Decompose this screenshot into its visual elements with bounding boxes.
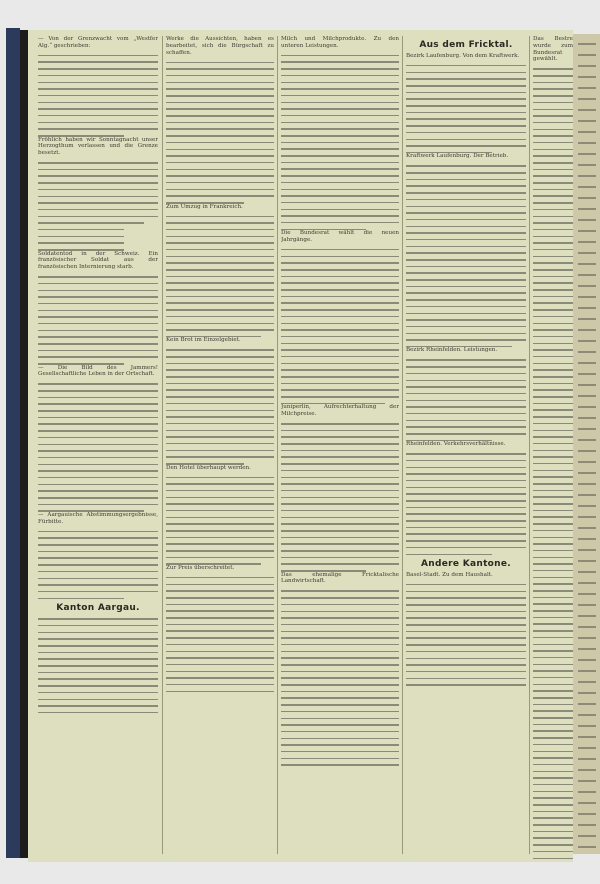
text-block <box>166 577 274 692</box>
text-block <box>38 162 158 250</box>
column-3 <box>281 36 399 766</box>
column-rule <box>529 36 530 854</box>
text-block <box>38 618 158 713</box>
article-paragraph: Zur Preis überschreitet. <box>166 564 235 571</box>
article-paragraph: — Aargauische Abstimmungsergebnisse, Fürbitte. <box>38 511 158 525</box>
text-block <box>281 55 399 230</box>
article-paragraph: Milch und Milchprodukte. Zu den unteren Leistungen. <box>281 36 399 49</box>
article-paragraph: Die Bundesrat wählt die neuen Jahrgänge. <box>281 230 399 243</box>
article-paragraph: Basel-Stadt. Zu dem Haushalt. <box>406 572 493 578</box>
text-block <box>38 531 158 599</box>
article-paragraph: Fröhlich haben wir Sonntagnacht unser Herzogthum verlassen und die Grenze besetzt. <box>38 136 158 157</box>
text-block <box>281 423 399 572</box>
text-block <box>533 68 573 862</box>
text-block <box>38 276 158 364</box>
section-heading: Aus dem Fricktal. <box>419 40 513 50</box>
next-page-edge <box>573 34 600 854</box>
article-paragraph: Den Hotel überhaupt werden. <box>166 464 251 471</box>
column-rule <box>162 36 163 854</box>
article-paragraph: Juniperlin, Aufrechterhaltung der Milchpreise. <box>281 404 399 418</box>
text-block <box>281 249 399 404</box>
column-2 <box>166 36 274 692</box>
text-block <box>38 55 158 137</box>
article-paragraph: Soldatentod in der Schweiz. Ein französischer Soldat aus der französischen Internierung starb. <box>38 250 158 271</box>
article-paragraph: Rheinfelden. Verkehrsverhältnisse. <box>406 441 506 448</box>
article-paragraph: Zum Umzug in Frankreich. <box>166 203 243 210</box>
text-block <box>406 65 526 153</box>
column-5 <box>533 36 573 862</box>
text-block <box>166 477 274 565</box>
article-paragraph: Kraftwerk Laufenburg. Der Betrieb. <box>406 153 509 160</box>
text-block <box>166 62 274 204</box>
section-heading: Andere Kantone. <box>421 559 511 569</box>
article-paragraph: Bezirk Rheinfelden. Leistungen. <box>406 347 498 354</box>
article-paragraph: Das Bestre wurde zum Bundesrat gewählt. <box>533 36 573 63</box>
text-block <box>281 590 399 765</box>
book-spine-edge <box>20 30 28 858</box>
newspaper-page <box>28 30 573 862</box>
article-paragraph: — Von der Grenzwacht vom „Westfer Alg.“ geschrieben: <box>38 36 158 49</box>
book-binding <box>6 28 20 858</box>
text-block <box>406 165 526 347</box>
article-paragraph: Kein Brot im Einzelgebiet. <box>166 337 241 344</box>
column-rule <box>402 36 403 854</box>
text-block <box>406 453 526 555</box>
article-paragraph: — Die Bild des Jammers! Gesellschaftliche Leben in der Ortschaft. <box>38 364 158 378</box>
column-1 <box>38 36 158 713</box>
article-paragraph: Bezirk Laufenburg. Von dem Kraftwerk. <box>406 53 520 59</box>
text-block <box>406 584 526 686</box>
text-block <box>166 216 274 338</box>
article-paragraph: Das ehemalige Fricktalische Landwirtschaft. <box>281 571 399 585</box>
column-rule <box>277 36 278 854</box>
article-paragraph: Werke die Aussichten, haben es bearbeitet, sich die Bürgschaft zu schaffen. <box>166 36 274 56</box>
column-4 <box>406 36 526 686</box>
text-block <box>38 383 158 512</box>
section-heading: Kanton Aargau. <box>56 603 140 614</box>
text-block <box>406 359 526 441</box>
text-block <box>166 349 274 464</box>
